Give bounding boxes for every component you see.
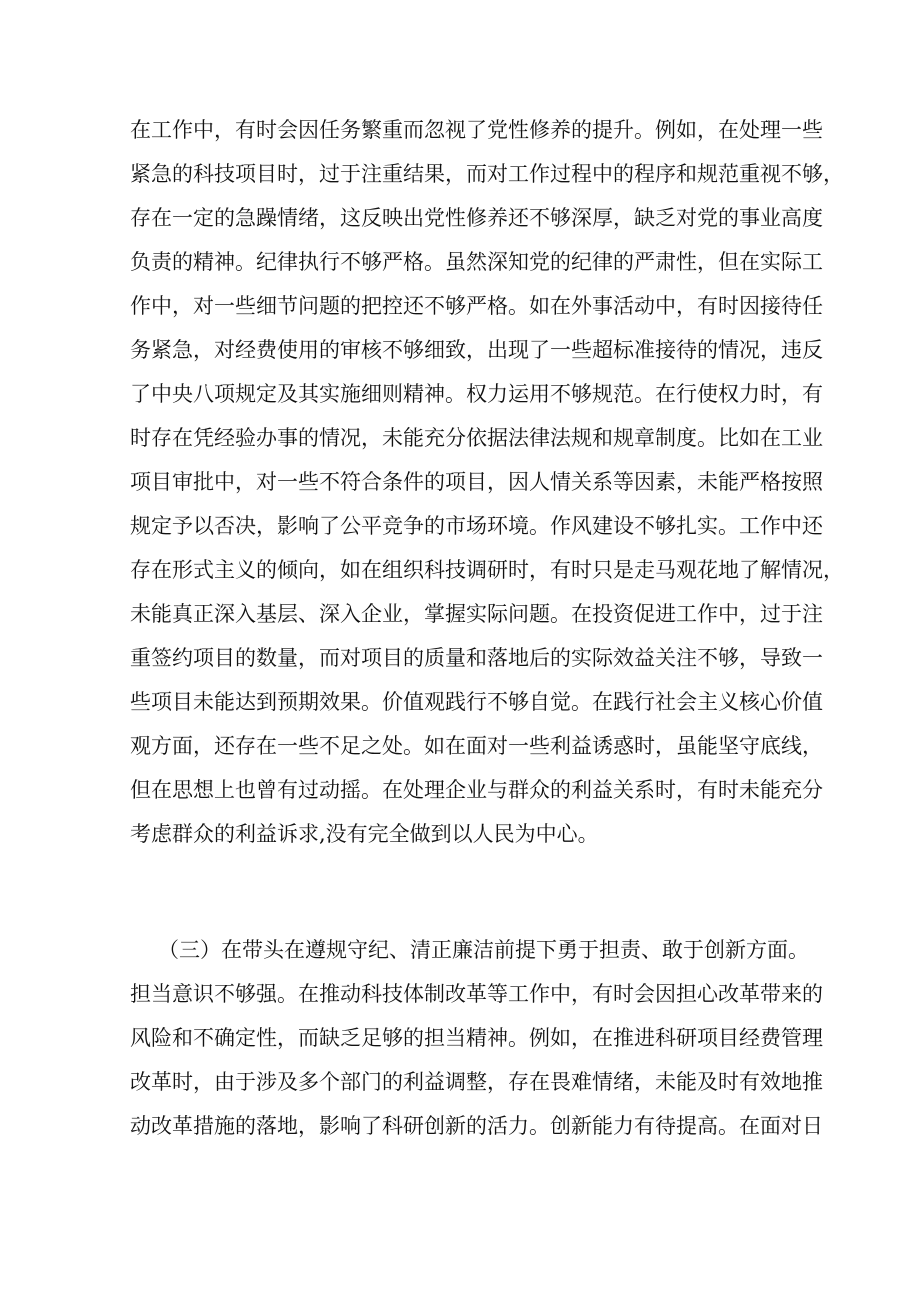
section-heading-line: （三）在带头在遵规守纪、清正廉洁前提下勇于担责、敢于创新方面。 [158,938,809,962]
text-line: 项目审批中，对一些不符合条件的项目，因人情关系等因素，未能严格按照 [130,470,823,494]
text-line: 存在形式主义的倾向，如在组织科技调研时，有时只是走马观花地了解情况， [130,558,844,582]
text-line: 在工作中，有时会因任务繁重而忽视了党性修养的提升。例如，在处理一些 [130,118,823,142]
text-line: 动改革措施的落地，影响了科研创新的活力。创新能力有待提高。在面对日 [130,1114,823,1138]
text-line: 务紧急，对经费使用的审核不够细致，出现了一些超标准接待的情况，违反 [130,338,823,362]
text-line: 考虑群众的利益诉求,没有完全做到以人民为中心。 [130,822,599,846]
paragraph-2 [130,928,823,1148]
text-line: 改革时，由于涉及多个部门的利益调整，存在畏难情绪，未能及时有效地推 [130,1070,823,1094]
text-line: 未能真正深入基层、深入企业，掌握实际问题。在投资促进工作中，过于注 [130,602,823,626]
text-line: 些项目未能达到预期效果。价值观践行不够自觉。在践行社会主义核心价值 [130,690,823,714]
text-line: 担当意识不够强。在推动科技体制改革等工作中，有时会因担心改革带来的 [130,982,823,1006]
paragraph-1 [130,108,844,856]
text-line: 紧急的科技项目时，过于注重结果，而对工作过程中的程序和规范重视不够， [130,162,844,186]
text-line: 作中，对一些细节问题的把控还不够严格。如在外事活动中，有时因接待任 [130,294,823,318]
text-line: 风险和不确定性，而缺乏足够的担当精神。例如，在推进科研项目经费管理 [130,1026,823,1050]
text-line: 负责的精神。纪律执行不够严格。虽然深知党的纪律的严肃性，但在实际工 [130,250,823,274]
text-line: 重签约项目的数量，而对项目的质量和落地后的实际效益关注不够，导致一 [130,646,823,670]
text-line: 但在思想上也曾有过动摇。在处理企业与群众的利益关系时，有时未能充分 [130,778,823,802]
text-line: 了中央八项规定及其实施细则精神。权力运用不够规范。在行使权力时，有 [130,382,823,406]
text-line: 存在一定的急躁情绪，这反映出党性修养还不够深厚，缺乏对党的事业高度 [130,206,823,230]
text-line: 观方面，还存在一些不足之处。如在面对一些利益诱惑时，虽能坚守底线， [130,734,823,758]
text-line: 规定予以否决，影响了公平竞争的市场环境。作风建设不够扎实。工作中还 [130,514,823,538]
text-line: 时存在凭经验办事的情况，未能充分依据法律法规和规章制度。比如在工业 [130,426,823,450]
